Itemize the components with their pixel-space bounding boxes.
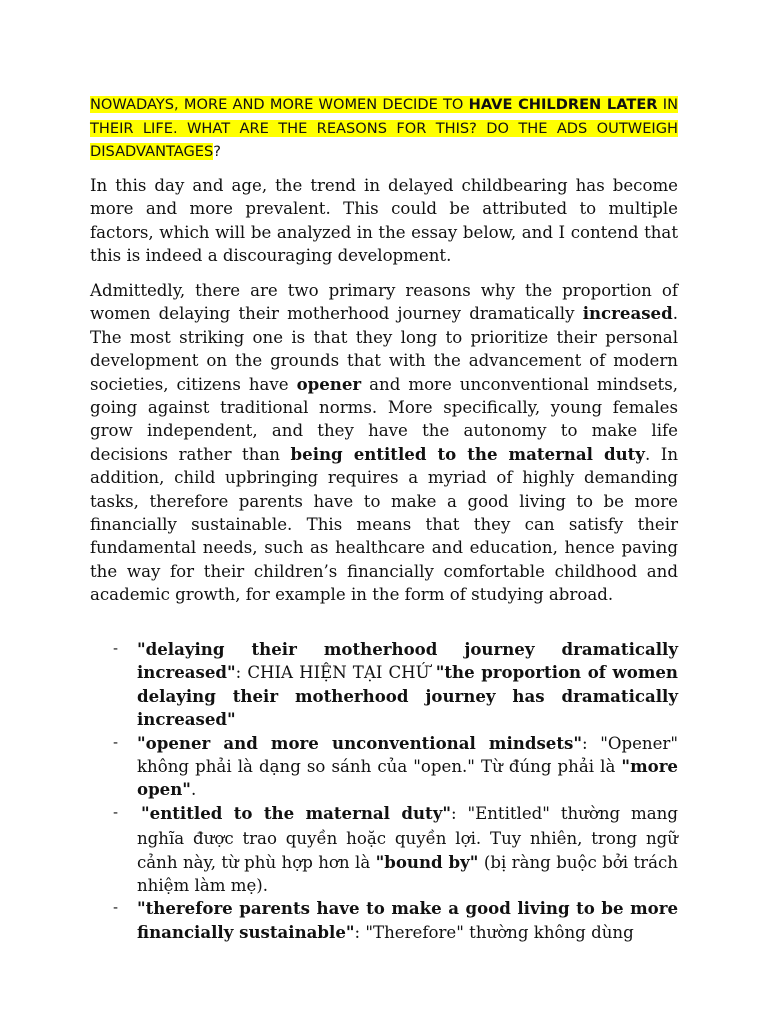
note-item-1: [0, 638, 678, 732]
essay-paragraph-body: [90, 279, 678, 607]
prompt-highlight-1: NOWADAYS, MORE AND MORE WOMEN DECIDE TO: [90, 96, 469, 113]
note-text: : "Opener" không phải là dạng so sánh của "open." Từ đúng phải là: [137, 733, 678, 777]
note-quote: "delaying their motherhood journey dramatically increased": [137, 639, 678, 683]
note-correction: "more open": [137, 756, 678, 800]
note-quote: "entitled to the maternal duty": [141, 802, 451, 823]
note-correction: "the proportion of women delaying their motherhood journey has dramatically increased": [137, 662, 678, 730]
body-bold-opener: opener: [296, 373, 362, 394]
note-quote: "therefore parents have to make a good living to be more financially sustainable": [137, 898, 678, 942]
body-text-2: . The most striking one is that they long to prioritize their personal development on the grounds that with the advancement of modern societies, citizens have: [90, 304, 678, 394]
essay-prompt: [90, 93, 678, 164]
note-quote: "opener and more unconventional mindsets": [137, 732, 583, 753]
note-text-end: .: [190, 780, 197, 800]
prompt-keyword: HAVE CHILDREN LATER: [468, 96, 658, 113]
list-dash: -: [113, 804, 119, 821]
correction-notes-list: [0, 638, 768, 944]
note-item-2: [0, 732, 678, 802]
note-correction: "bound by": [375, 851, 479, 872]
body-bold-increased: increased: [582, 303, 673, 324]
note-item-4: [0, 897, 678, 944]
note-item-3: [0, 802, 678, 898]
prompt-highlight-2: IN THEIR LIFE. WHAT ARE THE REASONS FOR THIS? DO THE ADS OUTWEIGH DISADVANTAGES: [90, 96, 678, 161]
list-dash: -: [113, 734, 119, 751]
essay-paragraph-intro: In this day and age, the trend in delayed childbearing has become more and more prevalent. This could be attributed to multiple factors, which will be analyzed in the essay below, and I contend that this is indeed a discouraging development.: [90, 176, 678, 266]
note-text: : CHIA HIỆN TẠI CHỨ: [235, 663, 436, 683]
prompt-question-mark: ?: [213, 143, 222, 161]
body-text-1: Admittedly, there are two primary reasons why the proportion of women delaying their motherhood journey dramatically: [90, 281, 678, 324]
body-text-3: and more unconventional mindsets, going against traditional norms. More specifically, young females grow independent, and they have the autonomy to make life decisions rather than: [90, 374, 678, 464]
body-bold-entitled: being entitled to the maternal duty: [290, 443, 645, 464]
list-dash: -: [113, 900, 119, 917]
body-text-4: . In addition, child upbringing requires a myriad of highly demanding tasks, therefore parents have to make a good living to be more financially sustainable. This means that they can satisfy their fundamental needs, such as healthcare and education, hence paving the way for their children’s financially comfortable childhood and academic growth, for example in the form of studying abroad.: [90, 444, 679, 605]
note-text: : "Therefore" thường không dùng: [354, 922, 634, 942]
list-dash: -: [113, 641, 119, 657]
note-text: : "Entitled" thường mang nghĩa được trao quyền hoặc quyền lợi. Tuy nhiên, trong ngữ cảnh này, từ phù hợp hơn là: [137, 803, 678, 872]
note-text-end: (bị ràng buộc bởi trách nhiệm làm mẹ).: [137, 852, 678, 896]
